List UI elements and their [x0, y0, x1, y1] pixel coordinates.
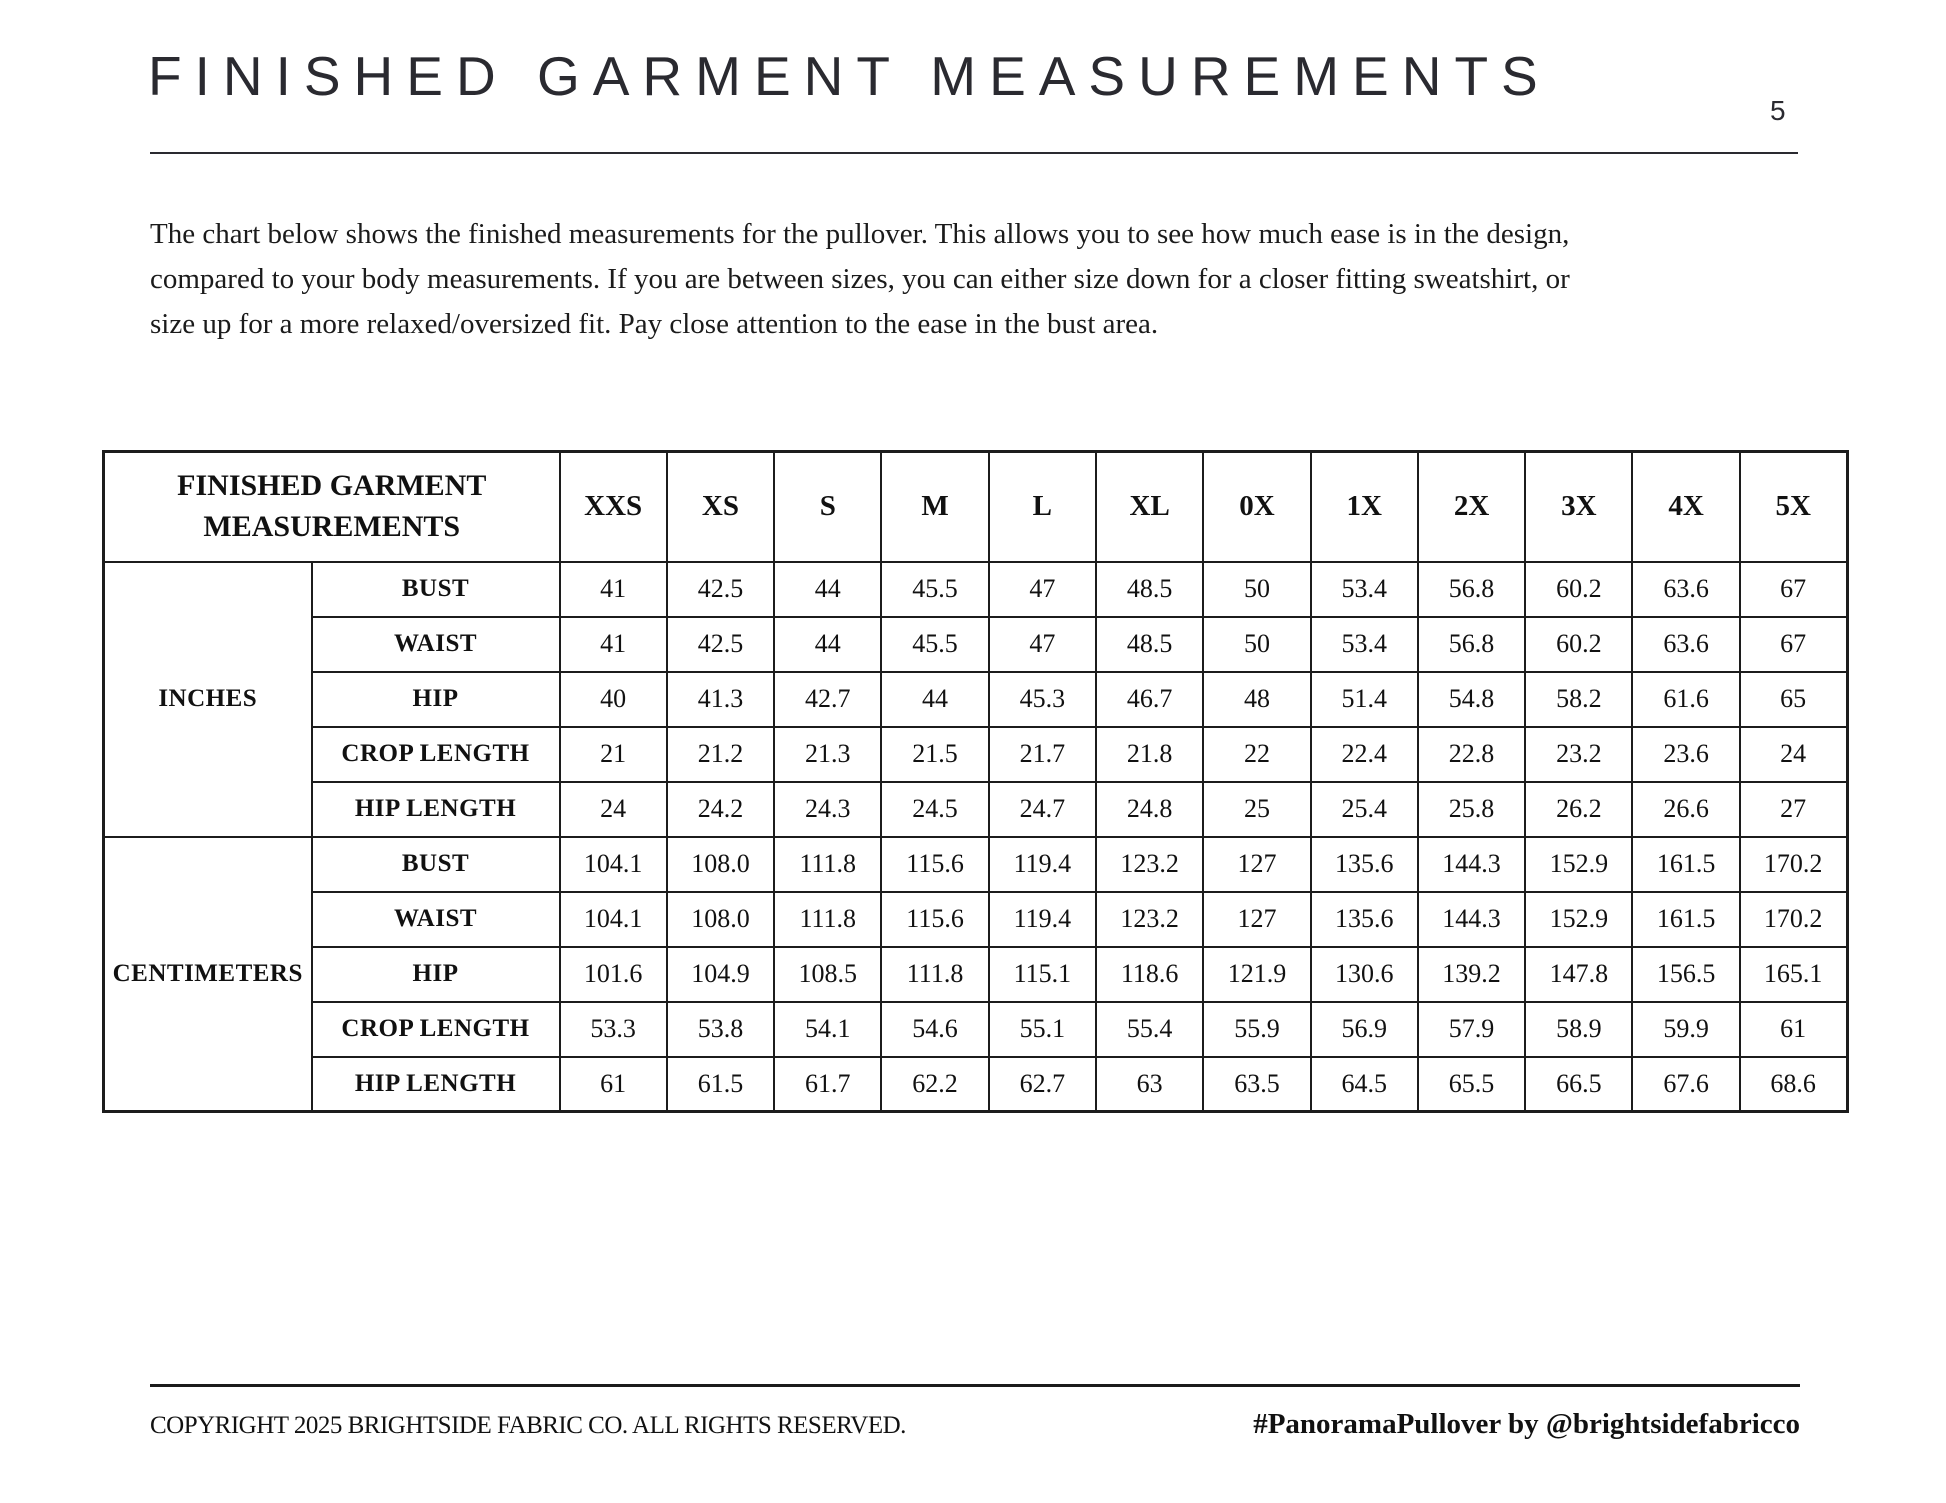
measurement-value: 67.6	[1632, 1057, 1739, 1112]
measurement-value: 118.6	[1096, 947, 1203, 1002]
measurement-value: 55.1	[989, 1002, 1096, 1057]
size-column-header: 3X	[1525, 452, 1632, 562]
measurement-value: 21.7	[989, 727, 1096, 782]
measurement-value: 115.6	[881, 892, 988, 947]
measurement-value: 139.2	[1418, 947, 1525, 1002]
table-corner-label: FINISHED GARMENT MEASUREMENTS	[104, 452, 560, 562]
size-column-header: XL	[1096, 452, 1203, 562]
measurements-table-container	[102, 450, 1849, 1113]
measurement-label: CROP LENGTH	[312, 727, 560, 782]
measurement-value: 24.8	[1096, 782, 1203, 837]
measurement-value: 170.2	[1740, 892, 1847, 947]
measurement-value: 53.4	[1311, 562, 1418, 617]
table-row	[104, 947, 1848, 1002]
measurement-value: 127	[1203, 892, 1310, 947]
measurement-value: 50	[1203, 562, 1310, 617]
measurement-value: 42.7	[774, 672, 881, 727]
table-row	[104, 1057, 1848, 1112]
size-column-header: 0X	[1203, 452, 1310, 562]
measurement-value: 130.6	[1311, 947, 1418, 1002]
size-column-header: 5X	[1740, 452, 1847, 562]
measurement-value: 121.9	[1203, 947, 1310, 1002]
table-row	[104, 892, 1848, 947]
measurement-value: 62.7	[989, 1057, 1096, 1112]
measurement-value: 67	[1740, 562, 1847, 617]
measurement-value: 104.9	[667, 947, 774, 1002]
measurements-table	[102, 450, 1849, 1113]
title-divider	[150, 152, 1798, 154]
measurement-value: 65	[1740, 672, 1847, 727]
measurement-value: 44	[774, 562, 881, 617]
measurement-value: 161.5	[1632, 892, 1739, 947]
measurement-value: 45.5	[881, 562, 988, 617]
page-number: 5	[1770, 95, 1786, 126]
measurement-label: BUST	[312, 562, 560, 617]
size-column-header: M	[881, 452, 988, 562]
measurement-value: 104.1	[560, 837, 667, 892]
measurement-value: 127	[1203, 837, 1310, 892]
measurement-value: 22.4	[1311, 727, 1418, 782]
measurement-value: 61.6	[1632, 672, 1739, 727]
measurement-value: 135.6	[1311, 837, 1418, 892]
measurement-value: 111.8	[774, 892, 881, 947]
footer-credit: #PanoramaPullover by @brightsidefabricco	[1253, 1408, 1800, 1440]
measurement-value: 24	[1740, 727, 1847, 782]
measurement-value: 21.8	[1096, 727, 1203, 782]
measurement-value: 170.2	[1740, 837, 1847, 892]
table-row	[104, 1002, 1848, 1057]
measurement-value: 115.1	[989, 947, 1096, 1002]
measurement-value: 56.8	[1418, 617, 1525, 672]
measurement-value: 59.9	[1632, 1002, 1739, 1057]
size-column-header: 2X	[1418, 452, 1525, 562]
measurement-value: 42.5	[667, 617, 774, 672]
measurement-value: 104.1	[560, 892, 667, 947]
measurement-value: 23.6	[1632, 727, 1739, 782]
measurement-value: 21.5	[881, 727, 988, 782]
measurement-value: 41	[560, 617, 667, 672]
measurement-value: 53.4	[1311, 617, 1418, 672]
measurement-value: 60.2	[1525, 562, 1632, 617]
measurement-value: 56.9	[1311, 1002, 1418, 1057]
measurement-value: 115.6	[881, 837, 988, 892]
measurement-value: 62.2	[881, 1057, 988, 1112]
measurement-value: 27	[1740, 782, 1847, 837]
measurement-value: 25.8	[1418, 782, 1525, 837]
measurement-value: 45.5	[881, 617, 988, 672]
measurement-value: 111.8	[774, 837, 881, 892]
measurement-value: 152.9	[1525, 837, 1632, 892]
measurement-value: 63	[1096, 1057, 1203, 1112]
table-row	[104, 562, 1848, 617]
measurement-value: 21	[560, 727, 667, 782]
size-column-header: 1X	[1311, 452, 1418, 562]
measurement-value: 64.5	[1311, 1057, 1418, 1112]
measurement-value: 24.2	[667, 782, 774, 837]
measurement-value: 108.0	[667, 892, 774, 947]
measurement-value: 24.3	[774, 782, 881, 837]
unit-label: CENTIMETERS	[104, 837, 312, 1112]
intro-line: size up for a more relaxed/oversized fit. Pay close attention to the ease in the bust area.	[150, 308, 1159, 340]
size-column-header: S	[774, 452, 881, 562]
measurement-value: 165.1	[1740, 947, 1847, 1002]
measurement-value: 48.5	[1096, 617, 1203, 672]
measurement-value: 54.6	[881, 1002, 988, 1057]
measurement-value: 53.3	[560, 1002, 667, 1057]
footer-divider	[150, 1384, 1800, 1387]
measurement-value: 65.5	[1418, 1057, 1525, 1112]
table-body	[104, 562, 1848, 1112]
measurement-label: HIP	[312, 672, 560, 727]
size-column-header: 4X	[1632, 452, 1739, 562]
footer-copyright: COPYRIGHT 2025 BRIGHTSIDE FABRIC CO. ALL RIGHTS RESERVED.	[150, 1412, 906, 1439]
measurement-value: 21.3	[774, 727, 881, 782]
measurement-value: 22.8	[1418, 727, 1525, 782]
measurement-value: 108.5	[774, 947, 881, 1002]
measurement-value: 21.2	[667, 727, 774, 782]
measurement-value: 47	[989, 562, 1096, 617]
measurement-value: 68.6	[1740, 1057, 1847, 1112]
measurement-value: 144.3	[1418, 837, 1525, 892]
measurement-label: WAIST	[312, 617, 560, 672]
table-row	[104, 837, 1848, 892]
measurement-value: 66.5	[1525, 1057, 1632, 1112]
measurement-value: 61.7	[774, 1057, 881, 1112]
measurement-value: 42.5	[667, 562, 774, 617]
measurement-value: 161.5	[1632, 837, 1739, 892]
measurement-value: 25	[1203, 782, 1310, 837]
table-row	[104, 727, 1848, 782]
measurement-value: 23.2	[1525, 727, 1632, 782]
table-header-row	[104, 452, 1848, 562]
size-column-header: L	[989, 452, 1096, 562]
intro-line: The chart below shows the finished measurements for the pullover. This allows you to see how much ease is in the design,	[150, 218, 1570, 250]
unit-label: INCHES	[104, 562, 312, 837]
measurement-value: 50	[1203, 617, 1310, 672]
measurement-label: HIP LENGTH	[312, 1057, 560, 1112]
measurement-value: 61	[1740, 1002, 1847, 1057]
measurement-value: 24.5	[881, 782, 988, 837]
measurement-value: 24	[560, 782, 667, 837]
measurement-value: 108.0	[667, 837, 774, 892]
measurement-value: 63.6	[1632, 617, 1739, 672]
measurement-value: 119.4	[989, 892, 1096, 947]
measurement-value: 41.3	[667, 672, 774, 727]
measurement-value: 63.6	[1632, 562, 1739, 617]
measurement-value: 40	[560, 672, 667, 727]
measurement-value: 24.7	[989, 782, 1096, 837]
measurement-value: 123.2	[1096, 837, 1203, 892]
measurement-value: 156.5	[1632, 947, 1739, 1002]
size-column-header: XXS	[560, 452, 667, 562]
measurement-value: 45.3	[989, 672, 1096, 727]
measurement-value: 26.2	[1525, 782, 1632, 837]
measurement-value: 60.2	[1525, 617, 1632, 672]
measurement-value: 51.4	[1311, 672, 1418, 727]
measurement-value: 44	[881, 672, 988, 727]
measurement-value: 55.4	[1096, 1002, 1203, 1057]
measurement-value: 63.5	[1203, 1057, 1310, 1112]
measurement-value: 111.8	[881, 947, 988, 1002]
measurement-value: 44	[774, 617, 881, 672]
measurement-value: 123.2	[1096, 892, 1203, 947]
measurement-value: 61.5	[667, 1057, 774, 1112]
measurement-value: 41	[560, 562, 667, 617]
measurement-value: 101.6	[560, 947, 667, 1002]
measurement-value: 48.5	[1096, 562, 1203, 617]
measurement-value: 54.8	[1418, 672, 1525, 727]
measurement-value: 152.9	[1525, 892, 1632, 947]
measurement-value: 48	[1203, 672, 1310, 727]
size-column-header: XS	[667, 452, 774, 562]
measurement-label: CROP LENGTH	[312, 1002, 560, 1057]
page-title: FINISHED GARMENT MEASUREMENTS	[148, 45, 1551, 107]
measurement-value: 61	[560, 1057, 667, 1112]
table-row	[104, 617, 1848, 672]
measurement-value: 57.9	[1418, 1002, 1525, 1057]
measurement-value: 135.6	[1311, 892, 1418, 947]
measurement-value: 47	[989, 617, 1096, 672]
intro-paragraph	[150, 212, 1790, 347]
measurement-value: 58.2	[1525, 672, 1632, 727]
measurement-value: 67	[1740, 617, 1847, 672]
measurement-value: 26.6	[1632, 782, 1739, 837]
measurement-label: BUST	[312, 837, 560, 892]
measurement-label: HIP LENGTH	[312, 782, 560, 837]
measurement-value: 22	[1203, 727, 1310, 782]
measurement-label: WAIST	[312, 892, 560, 947]
intro-line: compared to your body measurements. If you are between sizes, you can either size down for a closer fitting sweatshirt, or	[150, 263, 1570, 295]
table-row	[104, 672, 1848, 727]
measurement-label: HIP	[312, 947, 560, 1002]
measurement-value: 53.8	[667, 1002, 774, 1057]
table-row	[104, 782, 1848, 837]
measurement-value: 46.7	[1096, 672, 1203, 727]
measurement-value: 119.4	[989, 837, 1096, 892]
measurement-value: 58.9	[1525, 1002, 1632, 1057]
measurement-value: 25.4	[1311, 782, 1418, 837]
measurement-value: 54.1	[774, 1002, 881, 1057]
measurement-value: 56.8	[1418, 562, 1525, 617]
measurement-value: 144.3	[1418, 892, 1525, 947]
measurement-value: 147.8	[1525, 947, 1632, 1002]
measurement-value: 55.9	[1203, 1002, 1310, 1057]
